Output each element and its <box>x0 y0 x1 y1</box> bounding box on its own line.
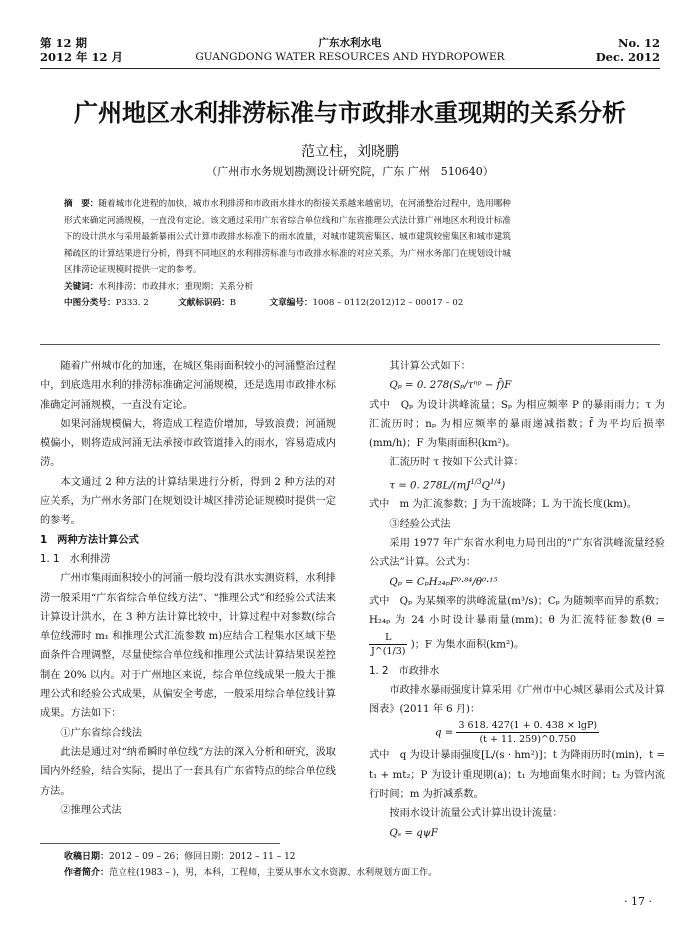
abstract-line-3: 下的设计洪水与采用最新暴雨公式计算市政排水标准下的雨水流量，对城市建筑密集区、城市建筑较密集区和城市建筑 <box>64 232 511 242</box>
keywords-label: 关键词： <box>64 281 99 292</box>
storm-fraction <box>456 719 599 746</box>
clc-label: 中图分类号： <box>64 298 116 308</box>
abstract-line-4: 稀疏区的计算结果进行分析，得到不同地区的水利排涝标准与市政排水标准的对应关系，为广州水务部门在规划设计城 <box>64 248 511 259</box>
intro-paragraph-1: 随着广州城市化的加速，在城区集雨面积较小的河涌整治过程中，到底选用水利的排涝标准确定河涌规模，还是选用市政排水标准确定河涌规模，一直没有定论。 <box>40 361 336 411</box>
article-number-value: 1008 – 0112(2012)12 – 00017 – 02 <box>312 298 464 308</box>
article-title: 广州地区水利排涝标准与市政排水重现期的关系分析 <box>74 99 626 127</box>
classification-line <box>64 295 636 312</box>
eq-tau-part-a: τ = 0. 278L/( <box>389 480 457 492</box>
paragraph-flow-intro: 按雨水设计流量公式计算出设计流量： <box>389 808 563 820</box>
equation-design-flow: Qₛ = qψF <box>389 827 438 839</box>
empirical-symbols-end: )；F 为集水面积(km²)。 <box>410 639 525 651</box>
issue-number-cn: 第 12 期 <box>40 36 88 50</box>
abstract-line-5: 区排涝论证规模时提供一定的参考。 <box>64 265 202 275</box>
received-label: 收稿日期： <box>64 852 110 862</box>
paragraph-tau-intro: 汇流历时 τ 按如下公式计算： <box>389 457 524 469</box>
paragraph-drainage-methods: 广州市集雨面积较小的河涌一般均没有洪水实测资料，水利排涝一般采用“广东省综合单位线方法”、“推理公式”和经验公式法来计算设计洪水，在 3 种方法计算比较中，计算过程中对参数(综合单位线滞时 m₁ 和推理公式汇流参数 m)应结合工程集水区域下垫面条件合理调整，尽量使综合单位线和推理公式法计算结果误差控制在 20% 以内。对于广州地区来说，综合单位线成果一般大于推理公式和经验公式成果，从偏安全考虑，一般采用综合单位线计算成果。方法如下： <box>40 573 336 720</box>
right-column <box>369 357 665 843</box>
header-rule <box>40 68 660 69</box>
issue-date-en: Dec. 2012 <box>595 50 660 64</box>
formula-intro: 其计算公式如下： <box>389 361 471 372</box>
paragraph-rational-symbols: 式中 Qₚ 为设计洪峰流量；Sₚ 为相应频率 P 的暴雨雨力；τ 为汇流历时；nₚ 为相应频率的暴雨递减指数；f̄ 为平均后损率(mm/h)；F 为集雨面积(km²)。 <box>369 399 665 450</box>
paragraph-empirical-intro: 采用 1977 年广东省水利电力局刊出的“广东省洪峰流量经验公式法”计算。公式为： <box>369 538 665 569</box>
abstract-block <box>64 196 636 312</box>
footnote-block <box>64 849 437 881</box>
abstract-text-1: 随着城市化进程的加快，城市水利排涝和市政雨水排水的衔接关系越来越密切，在河涌整治过程中，选用哪种 <box>98 199 511 209</box>
intro-paragraph-3: 本文通过 2 种方法的计算结果进行分析，得到 2 种方法的对应关系，为广州水务部门在规划设计城区排涝论证规模时提供一定的参考。 <box>40 476 336 527</box>
intro-paragraph-2: 如果河涌规模偏大，将造成工程造价增加，导致浪费；河涌规模偏小，则将造成河涌无法承接市政管道排入的雨水，容易造成内涝。 <box>40 418 336 469</box>
issue-number-en: No. 12 <box>618 36 660 50</box>
header-issue-en <box>596 36 660 64</box>
abstract-separator <box>40 344 660 345</box>
paragraph-storm-symbols: 式中 q 为设计暴雨强度[L/(s · hm²)]；t 为降雨历时(min)，t = t₁ + mt₂；P 为设计重现期(a)；t₁ 为地面集水时间；t₂ 为管内流行时间；m 为折减系数。 <box>369 750 665 801</box>
paragraph-municipal-intro: 市政排水暴雨强度计算采用《广州市中心城区暴雨公式及计算图表》(2011 年 6 月)： <box>369 684 665 716</box>
paragraph-empirical-symbols <box>369 592 665 658</box>
equation-storm-intensity <box>369 719 665 746</box>
issue-date-cn: 2012 年 12 月 <box>40 50 124 64</box>
author-bio-label: 作者简介： <box>64 868 110 878</box>
doc-code-value: B <box>229 298 237 308</box>
eq-tau-part-b: ) <box>501 480 506 492</box>
equation-concentration-time: τ = 0. $278L/(mJ^{1/3}Q^{1/4})$ <box>389 477 506 492</box>
clc-value: P333. 2 <box>115 298 149 308</box>
equation-rational-formula: Qₚ = 0. 278(Sₚ/τⁿᵖ − f̄)F <box>389 380 512 392</box>
method-1-heading: ①广东省综合线法 <box>60 727 142 739</box>
article-number-label: 文章编号： <box>269 298 313 308</box>
keywords-text: 水利排涝；市政排水；重现期；关系分析 <box>98 281 254 292</box>
article-authors: 范立柱，刘晓鹏 <box>301 144 399 160</box>
journal-name-cn: 广东水利水电 <box>318 37 382 49</box>
abstract-line-2: 形式来确定河涌规模，一直没有定论。该文通过采用广东省综合单位线和广东省推理公式法计算广州地区水利设计标准 <box>64 215 511 226</box>
paragraph-unit-hydrograph: 此法是通过对“纳希瞬时单位线”方法的深入分析和研究，汲取国内外经验，结合实际，提出了一套具有广东省特点的综合单位线方法。 <box>40 746 336 797</box>
method-2-heading: ②推理公式法 <box>60 804 122 816</box>
article-affiliation: （广州市水务规划勘测设计研究院，广东 广州 510640） <box>206 165 494 178</box>
equation-empirical: Qₚ = CₚH₂₄ₚF⁰·⁸⁴/θ⁰·¹⁵ <box>389 576 498 588</box>
journal-name-en: GUANGDONG WATER RESOURCES AND HYDROPOWER <box>195 51 505 63</box>
empirical-symbols-text: 式中 Qₚ 为某频率的洪峰流量(m³/s)；Cₚ 为随频率而异的系数；H₂₄ₚ 为 24 小时设计暴雨量(mm)；θ 为汇流特征参数(θ = <box>369 595 665 627</box>
footnote-rule <box>40 843 280 844</box>
received-value: 2012 – 09 – 26；修回日期：2012 – 11 – 12 <box>109 852 296 862</box>
author-bio-line <box>64 865 437 881</box>
theta-fraction <box>369 631 407 658</box>
keywords-line <box>64 279 636 296</box>
abstract-label: 摘 要： <box>64 199 99 209</box>
theta-numerator: L <box>369 631 407 645</box>
theta-denominator: J^(1/3) <box>371 645 406 657</box>
storm-numerator: 3 618. 427(1 + 0. 438 × lgP) <box>458 720 598 732</box>
subsection-heading-1-1: 1. 1 水利排涝 <box>40 553 111 565</box>
eq-q-lhs: q = <box>434 727 454 739</box>
abstract-line-1 <box>64 196 636 213</box>
received-date-line <box>64 849 437 865</box>
paragraph-tau-symbols: 式中 m 为汇流参数；J 为干流坡降；L 为干流长度(km)。 <box>369 499 637 511</box>
method-3-heading: ③经验公式法 <box>389 518 451 530</box>
author-bio-value: 范立柱(1983 – )，男，本科，工程师，主要从事水文水资源、水利规划方面工作。 <box>109 868 438 878</box>
storm-denominator: (t + 11. 259)^0.750 <box>479 734 577 746</box>
page-number: · 17 · <box>624 895 652 908</box>
subsection-heading-1-2: 1. 2 市政排水 <box>369 665 440 677</box>
section-heading-1: 1 两种方法计算公式 <box>40 534 139 546</box>
doc-code-label: 文献标识码： <box>178 298 230 308</box>
left-column <box>40 357 336 820</box>
